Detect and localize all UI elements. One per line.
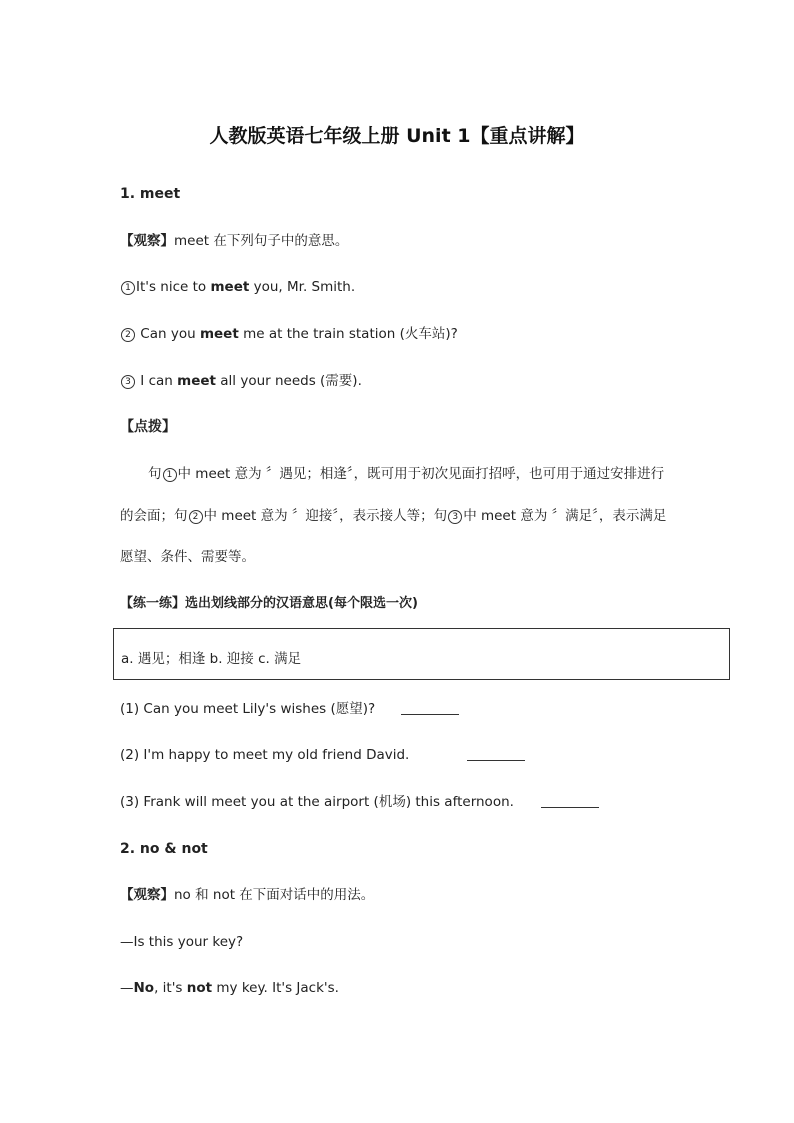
example-text: you, Mr. Smith. [249,279,356,295]
observe-line-1 [120,232,348,250]
dialogue-text: , it's [154,980,187,996]
circled-number: 2 [189,510,203,524]
tip-text: 中 meet 意为 〞满足〞，表示满足 [463,508,667,524]
question-text: (1) Can you meet Lily's wishes (愿望)? [120,701,376,717]
tip-label: 【点拨】 [120,419,176,435]
example-text: all your needs (需要). [215,373,362,389]
example-text: It's nice to [136,279,211,295]
dialogue-text: my key. It's Jack's. [212,980,339,996]
options-box [113,628,730,680]
example-text: I can [140,373,178,389]
keyword: meet [199,326,239,342]
tip-text: 中 meet 意为 〞遇见；相逢〞，既可用于初次见面打招呼，也可用于通过安排进行 [177,466,665,482]
section-2-heading: 2. no & not [120,841,208,857]
question-text: (2) I'm happy to meet my old friend David. [120,747,410,763]
example-text: me at the train station (火车站)? [238,326,458,342]
example-1 [120,278,355,296]
dialogue-line-2 [120,979,339,997]
circled-number: 3 [448,510,462,524]
dialogue-text: — [120,980,134,996]
page-title: 人教版英语七年级上册 Unit 1【重点讲解】 [209,125,585,147]
observe-text: no 和 not 在下面对话中的用法。 [174,887,375,903]
keyword: No [133,980,155,996]
circled-number: 2 [121,328,135,342]
example-3 [120,372,362,390]
tip-line-2 [120,507,666,525]
tip-line-1 [148,465,664,483]
circled-number: 3 [121,375,135,389]
tip-text: 句 [148,466,162,482]
keyword: meet [210,279,250,295]
question-2 [120,746,409,764]
example-2 [120,325,458,343]
question-text: (3) Frank will meet you at the airport (机场) this afternoon. [120,794,514,810]
observe-label: 【观察】 [120,233,174,249]
answer-blank-1[interactable] [401,700,459,715]
practice-label: 【练一练】选出划线部分的汉语意思(每个限选一次) [120,596,418,611]
circled-number: 1 [163,468,177,482]
circled-number: 1 [121,281,135,295]
observe-line-2 [120,886,374,904]
tip-text: 的会面；句 [120,508,188,524]
tip-line-3: 愿望、条件、需要等。 [120,549,255,565]
question-1 [120,700,375,718]
observe-text: meet 在下列句子中的意思。 [174,233,349,249]
tip-text: 中 meet 意为 〞迎接〞，表示接人等；句 [203,508,448,524]
section-1-heading: 1. meet [120,186,181,202]
observe-label: 【观察】 [120,887,174,903]
example-text: Can you [140,326,200,342]
keyword: meet [177,373,216,389]
keyword: not [186,980,213,996]
question-3 [120,793,514,811]
dialogue-line-1: —Is this your key? [120,934,244,950]
options-text: a. 遇见；相逢 b. 迎接 c. 满足 [121,651,302,667]
answer-blank-2[interactable] [467,746,525,761]
answer-blank-3[interactable] [541,793,599,808]
